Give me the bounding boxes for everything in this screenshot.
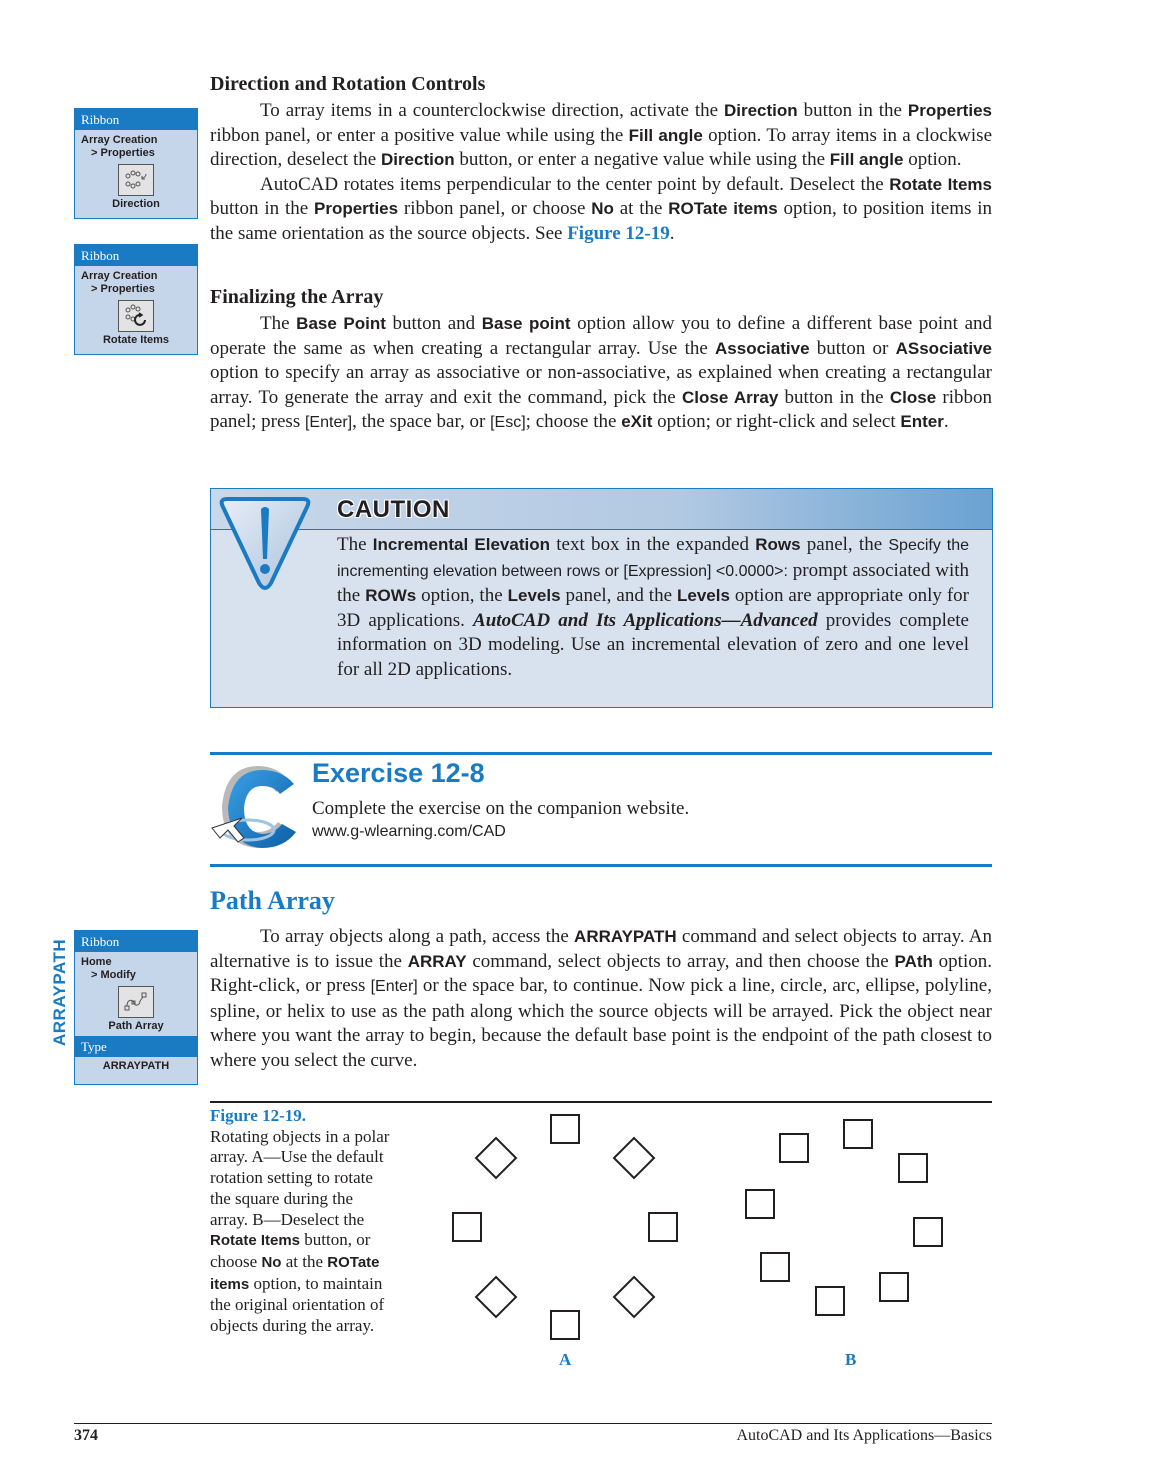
figure-label-a: A bbox=[559, 1350, 572, 1369]
exercise-top-rule bbox=[210, 752, 992, 755]
section-heading: Finalizing the Array bbox=[210, 286, 384, 308]
type-header: Type bbox=[75, 1036, 197, 1057]
ribbon-box-path-array bbox=[74, 930, 198, 1085]
companion-website-logo-icon bbox=[208, 762, 308, 858]
figure-reference-link[interactable]: Figure 12-19 bbox=[567, 222, 670, 244]
ribbon-box-rotate-items bbox=[74, 244, 198, 355]
section-heading: Direction and Rotation Controls bbox=[210, 73, 486, 95]
figure-a-rotated-array bbox=[440, 1100, 700, 1350]
section-path-array bbox=[210, 925, 992, 1073]
ribbon-caption: Direction bbox=[112, 198, 160, 210]
direction-icon bbox=[123, 169, 149, 191]
ribbon-path: Array Creation > Properties bbox=[81, 270, 158, 295]
footer-rule bbox=[74, 1423, 992, 1424]
ribbon-header: Ribbon bbox=[75, 931, 197, 952]
ribbon-caption: Rotate Items bbox=[102, 334, 170, 346]
caution-text: The Incremental Elevation text box in the expanded Rows panel, the Specify the incrementing elevation between rows or [Expression] <0.0000>: prompt associated with the ROWs option, the Levels panel, and the Levels option are appropriate only for 3D applications. AutoCAD and Its Applications—Advanced provides complete information on 3D modeling. Use an incremental elevation of zero and one level for all 2D applications. bbox=[337, 534, 970, 680]
ribbon-header: Ribbon bbox=[75, 109, 197, 130]
ribbon-caption: Path Array bbox=[108, 1020, 164, 1032]
caution-title: CAUTION bbox=[337, 496, 450, 523]
rotate-items-icon bbox=[123, 304, 149, 328]
caution-header-bar bbox=[211, 489, 992, 530]
direction-button bbox=[118, 164, 154, 196]
exercise-url-link[interactable]: www.g-wlearning.com/CAD bbox=[312, 823, 506, 840]
rotate-items-button bbox=[118, 300, 154, 332]
command-vertical-label: ARRAYPATH bbox=[50, 938, 69, 1046]
section-heading-path-array: Path Array bbox=[210, 886, 335, 915]
exercise-text: Complete the exercise on the companion website. bbox=[312, 798, 690, 819]
ribbon-box-direction bbox=[74, 108, 198, 219]
section-direction-rotation bbox=[210, 73, 992, 246]
figure-caption: Figure 12-19. Rotating objects in a polar array. A—Use the default rotation setting to rotate the square during the array. B—Deselect the Rotate Items button, or choose No at the ROTate items option, to maintain the original orientation of objects during the array. bbox=[210, 1106, 390, 1336]
figure-b-nonrotated-array bbox=[730, 1110, 960, 1330]
exercise-title: Exercise 12-8 bbox=[312, 758, 485, 788]
paragraph: To array objects along a path, access the ARRAYPATH command and select objects to array. An alternative is to issue the ARRAY command, select objects to array, and then choose the PAth option. Right-click, or press [Enter] or the space bar, to continue. Now pick a line, circle, arc, ellipse, polyline, spline, or helix to use as the path along which the source objects will be arrayed. Pick the object near where you want the array to begin, because the default base point is the endpoint of the path closest to where you select the curve. bbox=[210, 926, 992, 1071]
ribbon-path: Array Creation > Properties bbox=[81, 134, 158, 159]
paragraph: AutoCAD rotates items perpendicular to the center point by default. Deselect the Rotate Items button in the Properties ribbon panel, or choose No at the ROTate items option, to position items in the same orientation as the source objects. See Figure 12-19. bbox=[210, 173, 992, 244]
figure-label-b: B bbox=[845, 1350, 857, 1369]
paragraph: To array items in a counterclockwise direction, activate the Direction button in the Properties ribbon panel, or enter a positive value while using the Fill angle option. To array items in a clockwise direction, deselect the Direction button, or enter a negative value while using the Fill angle option. bbox=[210, 100, 992, 170]
type-value: ARRAYPATH bbox=[102, 1060, 170, 1072]
caution-box bbox=[210, 488, 993, 708]
page-number: 374 bbox=[74, 1427, 98, 1444]
warning-triangle-icon bbox=[217, 493, 313, 593]
ribbon-path: Home > Modify bbox=[81, 956, 136, 981]
book-title: AutoCAD and Its Applications—Basics bbox=[736, 1427, 992, 1444]
section-finalizing bbox=[210, 286, 992, 436]
exercise-bottom-rule bbox=[210, 864, 992, 867]
path-array-button bbox=[118, 986, 154, 1018]
path-array-icon bbox=[123, 991, 149, 1013]
ribbon-header: Ribbon bbox=[75, 245, 197, 266]
paragraph: The Base Point button and Base point option allow you to define a different base point and operate the same as when creating a rectangular array. Use the Associative button or ASsociative option to specify an array as associative or non-associative, as explained when creating a rectangular array. To generate the array and exit the command, pick the Close Array button in the Close ribbon panel; press [Enter], the space bar, or [Esc]; choose the eXit option; or right-click and select Enter. bbox=[210, 313, 993, 432]
figure-label: Figure 12-19. bbox=[210, 1106, 307, 1125]
